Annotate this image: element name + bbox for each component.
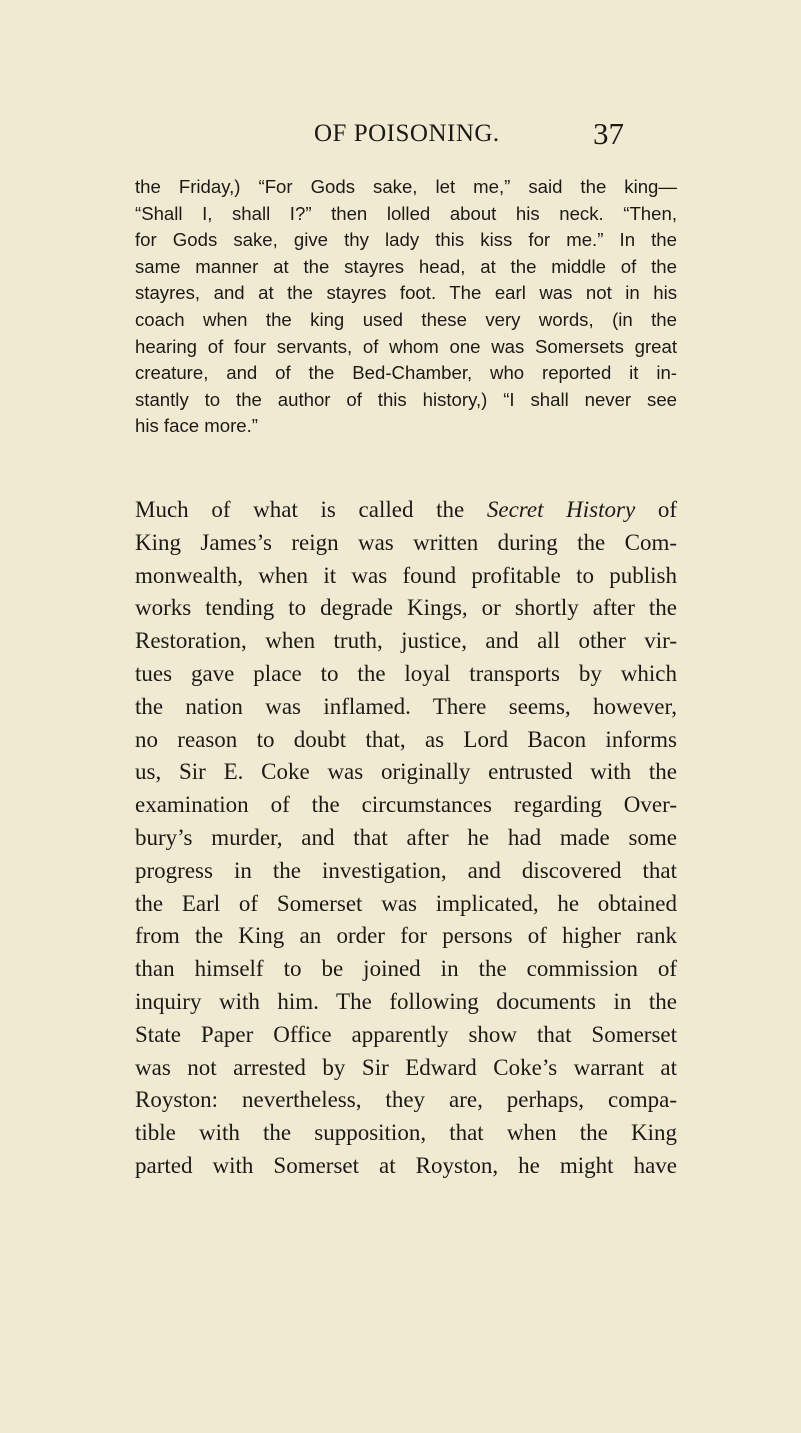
text-line: State Paper Office apparently show that Somerset	[135, 1021, 677, 1047]
text-line: monwealth, when it was found profitable to publish	[135, 562, 677, 588]
text-line: the Friday,) “For Gods sake, let me,” said the king—	[135, 176, 677, 197]
text-line: was not arrested by Sir Edward Coke’s warrant at	[135, 1054, 677, 1080]
text-line: stayres, and at the stayres foot. The earl was not in his	[135, 282, 677, 304]
text-line: bury’s murder, and that after he had made some	[135, 824, 677, 850]
text-line: same manner at the stayres head, at the middle of the	[135, 255, 677, 277]
text-line: parted with Somerset at Royston, he might have	[135, 1152, 677, 1178]
text-line: progress in the investigation, and discovered that	[135, 857, 677, 883]
text-line: coach when the king used these very words, (in the	[135, 308, 677, 330]
line-end: of	[657, 497, 677, 522]
text-line: “Shall I, shall I?” then lolled about his neck. “Then,	[135, 202, 677, 224]
text-line: from the King an order for persons of higher rank	[135, 923, 677, 949]
running-title: OF POISONING.	[314, 120, 500, 147]
line-start: Much of what is called the	[135, 497, 465, 522]
text-line: his face more.”	[135, 415, 258, 437]
text-line: tues gave place to the loyal transports by which	[135, 660, 677, 686]
text-line: tible with the supposition, that when the King	[135, 1120, 677, 1146]
text-line: works tending to degrade Kings, or shortly after the	[135, 595, 677, 621]
text-line: stantly to the author of this history,) “I shall never see	[135, 388, 677, 410]
text-line: the Earl of Somerset was implicated, he obtained	[135, 890, 677, 916]
text-line: than himself to be joined in the commission of	[135, 956, 677, 982]
text-line: Restoration, when truth, justice, and all other vir-	[135, 628, 677, 654]
text-line: no reason to doubt that, as Lord Bacon informs	[135, 726, 677, 752]
text-line: examination of the circumstances regarding Over-	[135, 792, 677, 818]
text-line: for Gods sake, give thy lady this kiss for me.” In the	[135, 229, 677, 251]
text-line-first	[135, 494, 677, 527]
text-line: the nation was inflamed. There seems, however,	[135, 693, 677, 719]
text-line: creature, and of the Bed-Chamber, who reported it in-	[135, 362, 677, 384]
italic-title: Secret History	[486, 497, 636, 522]
text-line: inquiry with him. The following documents in the	[135, 988, 677, 1014]
main-paragraph	[135, 494, 677, 1183]
quote-paragraph	[135, 174, 677, 440]
text-line: hearing of four servants, of whom one was Somersets great	[135, 335, 677, 357]
page-number: 37	[593, 116, 624, 151]
text-line: King James’s reign was written during the Com-	[135, 529, 677, 555]
text-line: Royston: nevertheless, they are, perhaps, compa-	[135, 1087, 677, 1113]
text-line: us, Sir E. Coke was originally entrusted with the	[135, 759, 677, 785]
